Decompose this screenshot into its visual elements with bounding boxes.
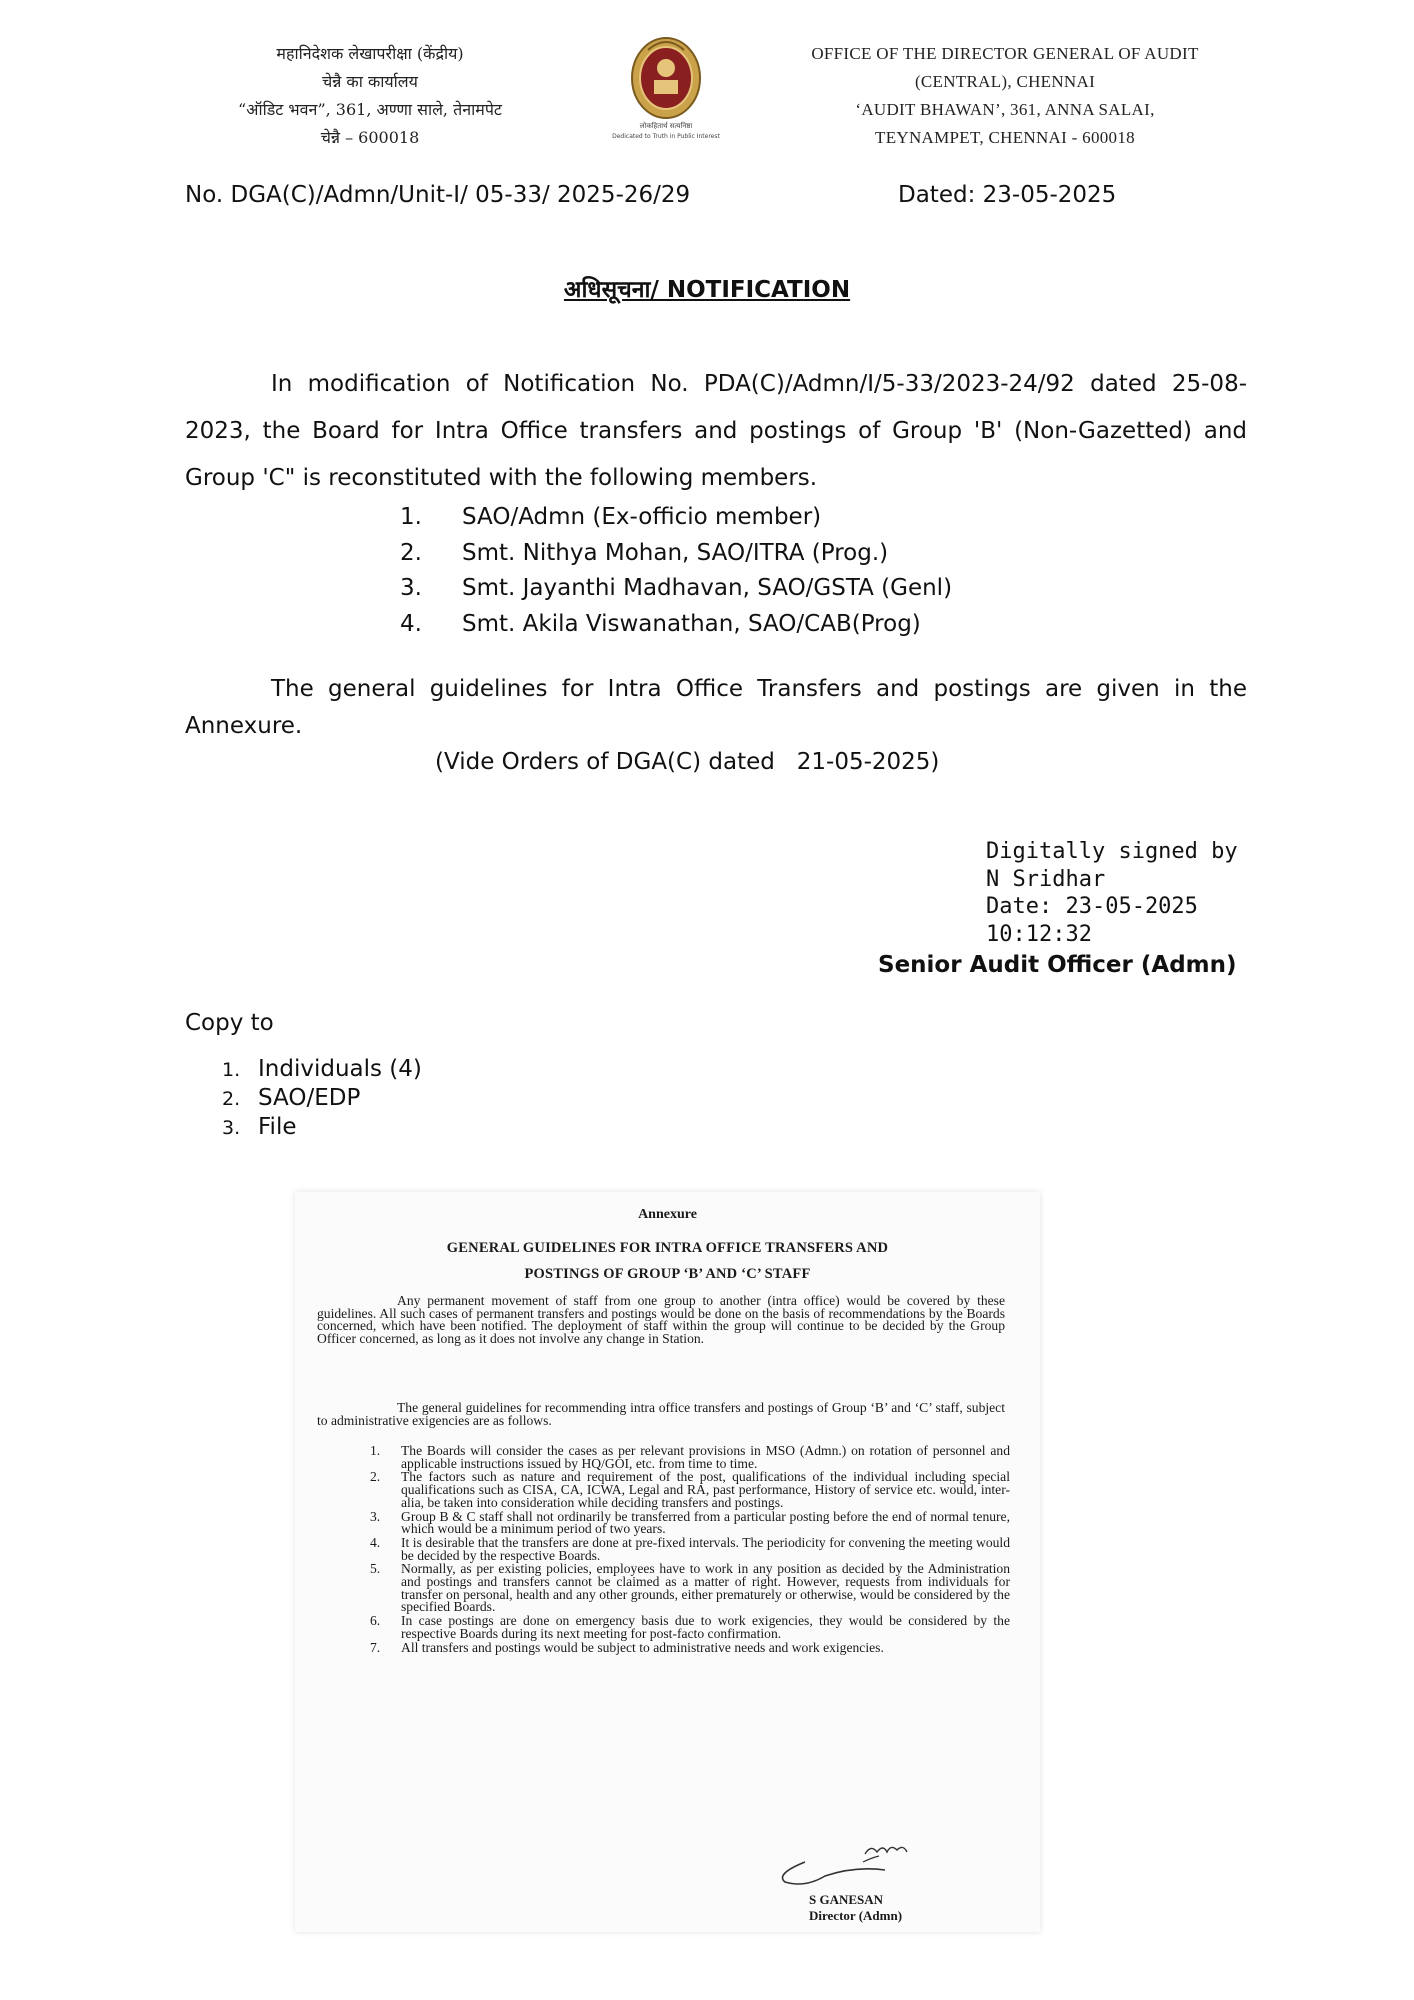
reference-number: No. DGA(C)/Admn/Unit-I/ 05-33/ 2025-26/29 (185, 182, 691, 208)
list-number: 6. (370, 1613, 381, 1629)
list-number: 3. (222, 1117, 241, 1139)
digital-signature (986, 838, 1238, 948)
letterhead-hindi-line: चेन्नै – 600018 (320, 128, 420, 147)
letterhead-hindi-line: “ऑडिट भवन”, 361, अण्णा साले, तेनामपेट (238, 100, 502, 119)
annexure-title: Annexure (638, 1207, 697, 1222)
letterhead-english (770, 40, 1240, 152)
annexure-paragraph: The general guidelines for recommending intra office transfers and postings of Group ‘B’ and ‘C’ staff, subject to administrative exigencies are as follows. (317, 1400, 1005, 1428)
list-number: 2. (400, 539, 422, 566)
list-item (370, 1508, 1010, 1537)
guidelines-reference-paragraph: The general guidelines for Intra Office Transfers and postings are given in the Annexure. (185, 676, 1247, 739)
list-number: 5. (370, 1561, 381, 1577)
guideline-text: Group B & C staff shall not ordinarily be transferred from a particular posting before the end of normal tenure, which would be a minimum period of two years. (401, 1508, 1010, 1537)
list-item (370, 1445, 1010, 1470)
annexure-heading-line: POSTINGS OF GROUP ‘B’ AND ‘C’ STAFF (524, 1266, 811, 1282)
list-item (400, 536, 952, 572)
annexure-paragraph: Any permanent movement of staff from one group to another (intra office) would be covered by these guidelines. All such cases of permanent transfers and postings would be done on the basis of recommendations by the Boards concerned, which have been notified. The deployment of staff within the group will continue to be decided by the Group Officer concerned, as long as it does not involve any change in Station. (317, 1293, 1005, 1347)
annexure-signatory-name: S GANESAN (809, 1892, 884, 1907)
list-number: 2. (370, 1469, 381, 1485)
list-item (370, 1471, 1010, 1509)
copy-recipient: Individuals (4) (258, 1056, 422, 1082)
copy-recipient: SAO/EDP (258, 1085, 361, 1111)
annexure-signatory-designation: Director (Admn) (809, 1908, 903, 1923)
guideline-text: All transfers and postings would be subject to administrative needs and work exigencies. (401, 1639, 884, 1655)
list-item (400, 607, 952, 643)
notification-title: अधिसूचना/ NOTIFICATION (563, 277, 851, 303)
list-number: 3. (370, 1508, 381, 1524)
letterhead-english-line: TEYNAMPET, CHENNAI - 600018 (875, 128, 1135, 147)
digital-signature-line: 10:12:32 (986, 921, 1092, 947)
copy-to-list (222, 1055, 422, 1142)
copy-to-label: Copy to (185, 1010, 274, 1036)
digital-signature-line: Date: 23-05-2025 (986, 894, 1198, 919)
guideline-text: In case postings are done on emergency basis due to work exigencies, they would be considered by the respective Boards during its next meeting for post-facto confirmation. (401, 1613, 1010, 1641)
list-item (222, 1055, 422, 1084)
board-members-list (400, 500, 952, 642)
guideline-text: It is desirable that the transfers are done at pre-fixed intervals. The periodicity for convening the meeting would be decided by the respective Boards. (401, 1534, 1010, 1563)
list-item (222, 1113, 422, 1142)
guideline-text: Normally, as per existing policies, employees have to work in any position as decided by the Administration and postings and transfers cannot be claimed as a matter of right. However, requests from individuals for transfer on personal, health and any other grounds, either prematurely or otherwise, would be considered by the specified Boards. (401, 1561, 1010, 1615)
list-number: 3. (400, 575, 422, 601)
list-number: 4. (400, 610, 422, 637)
member-text: Smt. Nithya Mohan, SAO/ITRA (Prog.) (462, 539, 889, 566)
list-item (370, 1639, 1010, 1655)
guideline-text: The Boards will consider the cases as per relevant provisions in MSO (Admn.) on rotation of personnel and applicable instructions issued by HQ/GOI, etc. from time to time. (401, 1443, 1010, 1471)
member-text: Smt. Jayanthi Madhavan, SAO/GSTA (Genl) (462, 575, 953, 601)
letterhead-hindi-line: चेन्नै का कार्यालय (322, 72, 418, 91)
annexure-heading (295, 1235, 1040, 1287)
list-number: 1. (222, 1059, 241, 1081)
letterhead-english-line: OFFICE OF THE DIRECTOR GENERAL OF AUDIT (811, 44, 1199, 63)
list-item (370, 1615, 1010, 1640)
list-number: 2. (222, 1088, 241, 1110)
list-number: 7. (370, 1639, 381, 1655)
copy-recipient: File (258, 1114, 297, 1140)
emblem-caption-hindi: लोकहितार्थ सत्यनिष्ठा (639, 122, 693, 130)
reference-date: Dated: 23-05-2025 (898, 182, 1117, 208)
digital-signature-line: Digitally signed by (986, 839, 1238, 864)
letterhead-english-line: (CENTRAL), CHENNAI (914, 72, 1096, 91)
letterhead-hindi (170, 40, 570, 152)
signatory-designation: Senior Audit Officer (Admn) (878, 952, 1237, 978)
list-item (222, 1084, 422, 1113)
annexure-scan (295, 1192, 1040, 1932)
member-text: SAO/Admn (Ex-officio member) (462, 504, 822, 530)
handwritten-signature-icon (765, 1832, 915, 1892)
member-text: Smt. Akila Viswanathan, SAO/CAB(Prog) (462, 610, 921, 637)
cag-emblem-icon (596, 28, 736, 146)
annexure-guidelines-list (370, 1445, 1010, 1655)
letterhead-hindi-line: महानिदेशक लेखापरीक्षा (केंद्रीय) (276, 44, 464, 63)
list-number: 1. (400, 504, 422, 530)
list-number: 4. (370, 1534, 381, 1550)
guideline-text: The factors such as nature and requirement of the post, qualifications of the individual including special qualifications such as CISA, CA, ICWA, Legal and RA, past performance, History of service etc. would, inter-alia, be taken into consideration while deciding transfers and postings. (401, 1469, 1010, 1510)
notification-paragraph: In modification of Notification No. PDA(C)/Admn/I/5-33/2023-24/92 dated 25-08-2023, the Board for Intra Office transfers and postings of Group 'B' (Non-Gazetted) and Group 'C" is reconstituted with the following members. (185, 371, 1247, 491)
list-item (370, 1534, 1010, 1563)
annexure-heading-line: GENERAL GUIDELINES FOR INTRA OFFICE TRANSFERS AND (446, 1240, 889, 1256)
letterhead-english-line: ‘AUDIT BHAWAN’, 361, ANNA SALAI, (855, 100, 1155, 119)
emblem-caption-english: Dedicated to Truth in Public Interest (612, 133, 720, 140)
digital-signature-line: N Sridhar (986, 866, 1106, 892)
list-item (400, 500, 952, 536)
list-item (370, 1563, 1010, 1614)
list-number: 1. (370, 1443, 381, 1458)
list-item (400, 571, 952, 607)
vide-orders: (Vide Orders of DGA(C) dated 21-05-2025) (435, 749, 940, 775)
